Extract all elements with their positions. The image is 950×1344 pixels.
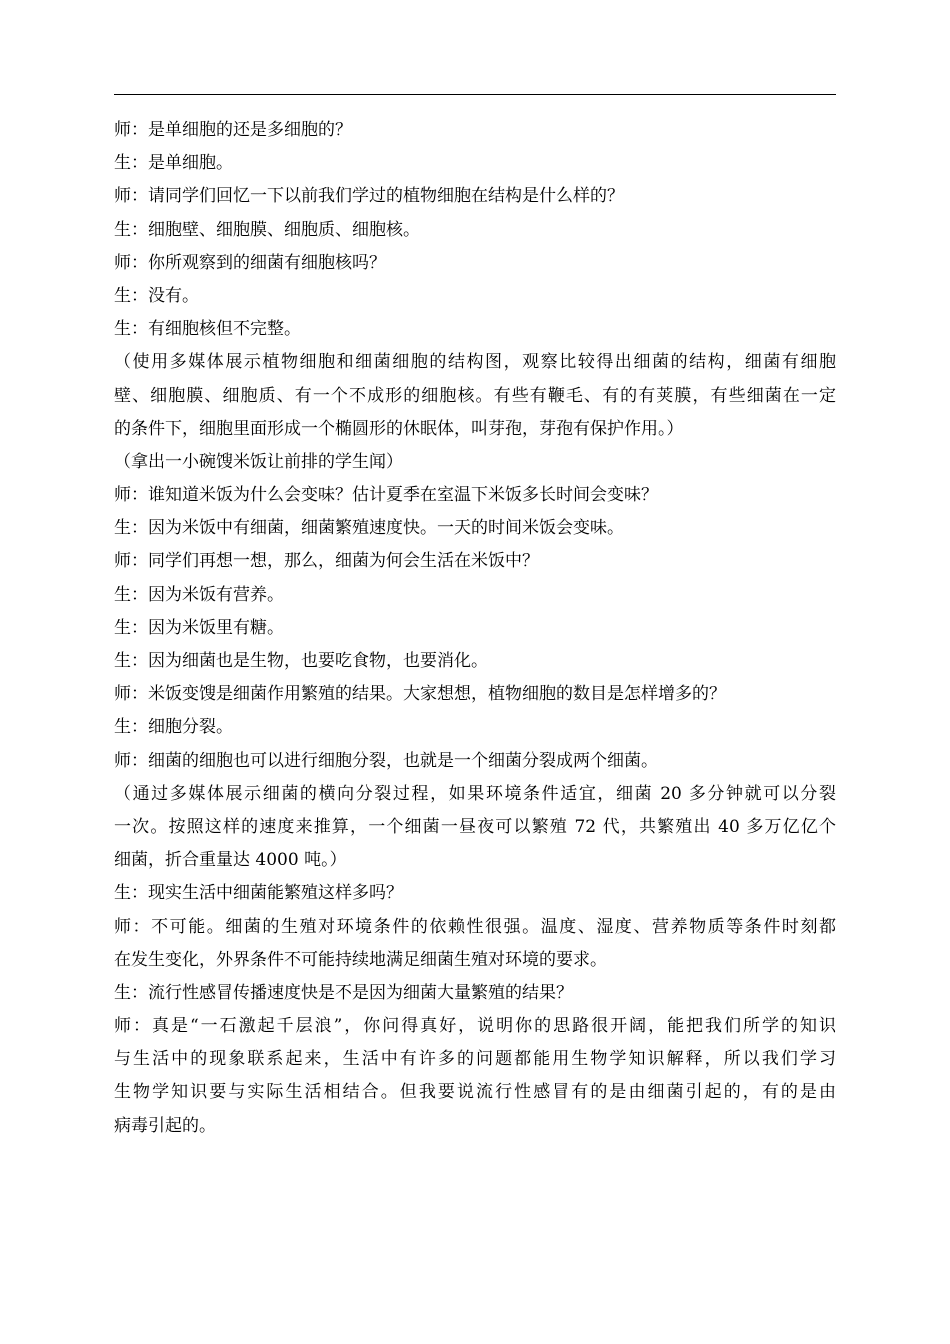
- text-line: 与生活中的现象联系起来，生活中有许多的问题都能用生物学知识解释，所以我们学习: [114, 1049, 836, 1070]
- text-line: 师：同学们再想一想，那么，细菌为何会生活在米饭中？: [114, 551, 539, 572]
- document-body: [114, 114, 836, 1143]
- text-line: 生：有细胞核但不完整。: [114, 319, 301, 340]
- text-line: 师：真是“一石激起千层浪”，你问得真好，说明你的思路很开阔，能把我们所学的知识: [114, 1016, 836, 1037]
- text-line: 一次。按照这样的速度来推算，一个细菌一昼夜可以繁殖 72 代，共繁殖出 40 多万亿亿个: [114, 816, 836, 837]
- text-line: （拿出一小碗馊米饭让前排的学生闻）: [114, 451, 403, 472]
- text-line: 生：流行性感冒传播速度快是不是因为细菌大量繁殖的结果？: [114, 982, 573, 1003]
- text-line: 生：是单细胞。: [114, 153, 233, 174]
- text-line: 师：米饭变馊是细菌作用繁殖的结果。大家想想，植物细胞的数目是怎样增多的？: [114, 684, 726, 705]
- text-line: 生：细胞分裂。: [114, 717, 233, 738]
- text-line: 壁、细胞膜、细胞质、有一个不成形的细胞核。有些有鞭毛、有的有荚膜，有些细菌在一定: [114, 385, 836, 406]
- text-line: 师：谁知道米饭为什么会变味？估计夏季在室温下米饭多长时间会变味？: [114, 485, 658, 506]
- text-line: 师：是单细胞的还是多细胞的？: [114, 120, 352, 140]
- text-line: 生：因为米饭中有细菌，细菌繁殖速度快。一天的时间米饭会变味。: [114, 518, 624, 539]
- header-rule: [114, 94, 836, 95]
- text-line: 生：因为细菌也是生物，也要吃食物，也要消化。: [114, 651, 488, 671]
- text-line: 在发生变化，外界条件不可能持续地满足细菌生殖对环境的要求。: [114, 949, 607, 970]
- text-line: 生：因为米饭有营养。: [114, 584, 284, 605]
- text-line: 生物学知识要与实际生活相结合。但我要说流行性感冒有的是由细菌引起的，有的是由: [114, 1082, 836, 1103]
- text-line: 生：细胞壁、细胞膜、细胞质、细胞核。: [114, 219, 420, 240]
- text-line: （使用多媒体展示植物细胞和细菌细胞的结构图，观察比较得出细菌的结构，细菌有细胞: [114, 352, 836, 373]
- text-line: 细菌，折合重量达 4000 吨。）: [114, 850, 347, 871]
- text-line: 生：没有。: [114, 285, 199, 306]
- text-line: 师：不可能。细菌的生殖对环境条件的依赖性很强。温度、湿度、营养物质等条件时刻都: [114, 916, 836, 937]
- text-line: 的条件下，细胞里面形成一个椭圆形的休眠体，叫芽孢，芽孢有保护作用。）: [114, 418, 684, 439]
- text-line: 病毒引起的。: [114, 1115, 216, 1136]
- text-line: 师：你所观察到的细菌有细胞核吗？: [114, 252, 386, 273]
- text-line: （通过多媒体展示细菌的横向分裂过程，如果环境条件适宜，细菌 20 多分钟就可以分裂: [114, 783, 836, 804]
- text-line: 师：请同学们回忆一下以前我们学过的植物细胞在结构是什么样的？: [114, 186, 624, 207]
- text-line: 生：现实生活中细菌能繁殖这样多吗？: [114, 883, 403, 904]
- text-line: 师：细菌的细胞也可以进行细胞分裂，也就是一个细菌分裂成两个细菌。: [114, 750, 658, 771]
- text-line: 生：因为米饭里有糖。: [114, 617, 284, 638]
